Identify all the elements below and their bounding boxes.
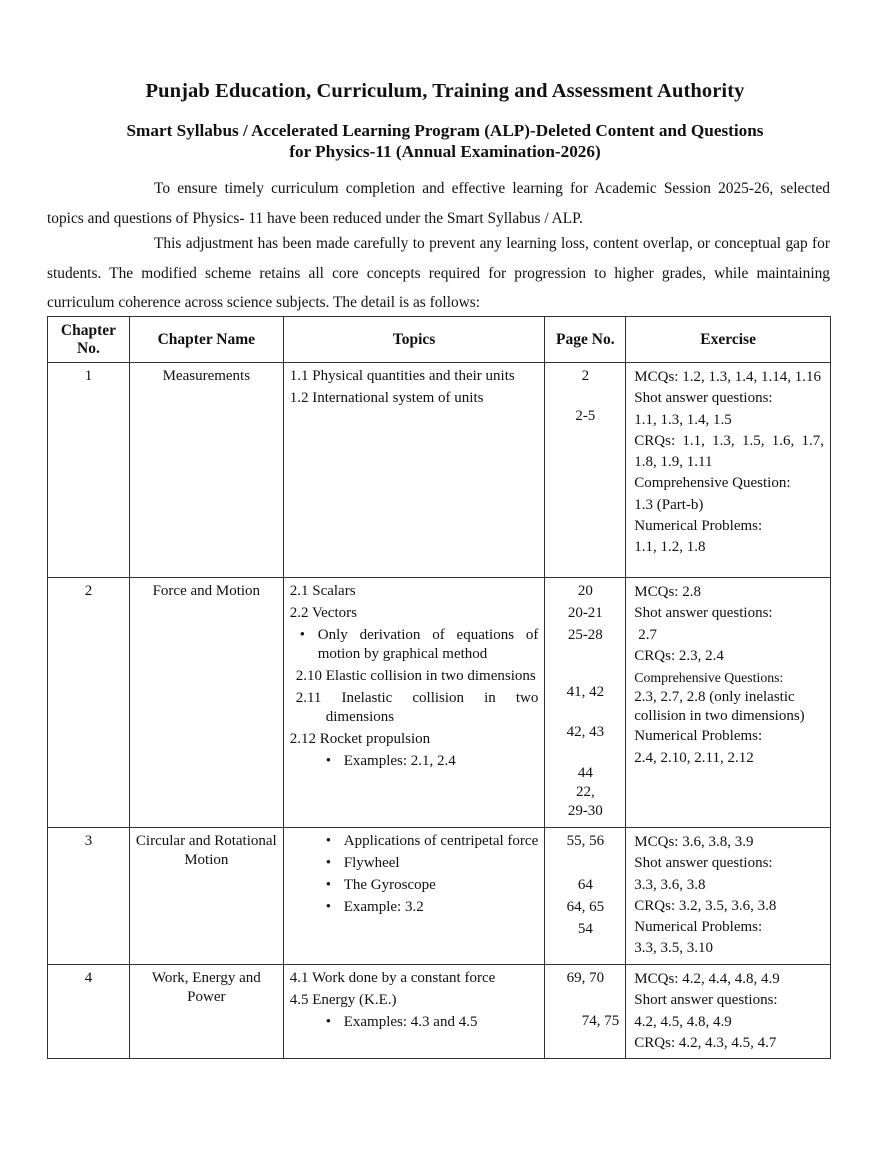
chapter-name-cell [129,363,283,578]
topic-item: 2.11 Inelastic collision in two dimensions [295,690,539,725]
topic-item: 2.10 Elastic collision in two dimensions [295,668,536,684]
exercise-cell [626,828,831,965]
exercise-line: 1.1, 1.2, 1.8 [634,539,706,556]
subtitle-line-2: for Physics-11 (Annual Examination-2026) [289,142,601,161]
intro-paragraph-1-text: To ensure timely curriculum completion and effective learning for Academic Session 2025-26, selected topics and questions of Physics- 11 have been reduced under the Smart Syllabus / ALP. [47,180,830,227]
page-no: 42, 43 [566,724,605,740]
chapter-no-cell: 2 [48,578,130,828]
exercise-line: CRQs: 1.1, 1.3, 1.5, 1.6, 1.7, 1.8, 1.9, 1.11 [634,432,824,471]
chapter-name: Work, Energy and Power [151,970,261,1005]
topic-bullet-item: • Example: 3.2 [290,898,539,917]
chapter-name-cell [129,965,283,1059]
page-no: 20 [577,583,593,599]
page-no-cell [545,828,626,965]
topic-item: 2.12 Rocket propulsion [289,731,431,747]
page-no: 2-5 [575,408,596,424]
page-no: 25-28 [567,627,603,643]
page-no: 74, 75 [581,1013,620,1029]
chapter-name-cell [129,828,283,965]
topic-item: 2.2 Vectors [289,605,357,621]
topics-cell [283,828,545,965]
page-no-spacer [547,386,623,407]
topic-bullet-item: • Only derivation of equations of motion by graphical method [290,626,539,664]
topic-item: 1.2 International system of units [289,390,484,406]
topic-item: 4.1 Work done by a constant force [289,970,496,986]
page-no: 55, 56 [566,833,605,849]
chapter-name: Force and Motion [152,583,261,599]
topic-bullet-item: • Flywheel [290,854,539,873]
intro-paragraph-1 [47,174,830,233]
topic-item: 4.5 Energy (K.E.) [289,992,397,1008]
exercise-cell [626,965,831,1059]
exercise-line: Numerical Problems: [634,919,763,936]
header-exercise: Exercise [626,317,831,363]
page-no-cell [545,965,626,1059]
exercise-line: Short answer questions: [634,992,778,1009]
subtitle-line-1: Smart Syllabus / Accelerated Learning Program (ALP)-Deleted Content and Questions [126,121,764,140]
document-title: Punjab Education, Curriculum, Training and Assessment Authority [145,80,745,102]
table-row [48,828,831,965]
page-no: 69, 70 [566,970,605,986]
exercise-line: CRQs: 3.2, 3.5, 3.6, 3.8 [634,897,777,914]
exercise-line: Comprehensive Questions: [634,670,784,686]
table-row [48,578,831,828]
exercise-line: MCQs: 4.2, 4.4, 4.8, 4.9 [634,971,780,987]
chapter-no-cell: 4 [48,965,130,1059]
table-row [48,965,831,1059]
exercise-line: MCQs: 1.2, 1.3, 1.4, 1.14, 1.16 [634,369,821,385]
chapter-name: Circular and Rotational Motion [135,833,277,868]
exercise-line: 4.2, 4.5, 4.8, 4.9 [634,1013,732,1030]
page-no-cell [545,578,626,828]
exercise-cell [626,363,831,578]
header-topics: Topics [283,317,545,363]
page-no: 41, 42 [566,684,605,700]
topic-bullet-item: • Examples: 4.3 and 4.5 [290,1013,539,1032]
exercise-line: Numerical Problems: [634,728,763,745]
topics-cell [283,363,545,578]
header-page-no: Page No. [545,317,626,363]
exercise-line: 1.3 (Part-b) [634,496,704,513]
exercise-line: MCQs: 2.8 [634,584,701,600]
chapter-no-cell: 1 [48,363,130,578]
exercise-line: 1.1, 1.3, 1.4, 1.5 [634,411,732,428]
topic-item: 1.1 Physical quantities and their units [289,368,515,384]
exercise-line: 2.4, 2.10, 2.11, 2.12 [634,749,754,766]
header-chapter-no: Chapter No. [48,317,130,363]
topic-bullet-item: • Examples: 2.1, 2.4 [290,752,539,771]
topic-item: 2.1 Scalars [289,583,356,599]
exercise-line: Shot answer questions: [634,855,773,872]
exercise-line: CRQs: 4.2, 4.3, 4.5, 4.7 [634,1034,777,1051]
header-chapter-name: Chapter Name [129,317,283,363]
page-no: 64, 65 [566,899,605,915]
exercise-cell [626,578,831,828]
page-no: 64 [577,877,593,893]
syllabus-table [47,316,831,1059]
page-no: 20-21 [567,605,603,621]
page-no: 44 [577,765,593,781]
table-header-row [48,317,831,363]
page-no-cell [545,363,626,578]
document-subtitle [40,120,850,162]
exercise-line: 2.7 [638,626,658,643]
exercise-line: CRQs: 2.3, 2.4 [634,647,724,664]
table-row [48,363,831,578]
topic-bullet-item: • The Gyroscope [290,876,539,895]
exercise-line: Comprehensive Question: [634,475,791,492]
topics-cell [283,965,545,1059]
exercise-line: 3.3, 3.6, 3.8 [634,876,706,893]
exercise-line: 2.3, 2.7, 2.8 (only inelastic collision in two dimensions) [634,689,805,725]
exercise-line: 3.3, 3.5, 3.10 [634,940,714,957]
chapter-no-cell: 3 [48,828,130,965]
page-no: 2 [581,368,590,384]
intro-paragraph-2 [47,229,830,318]
exercise-line: Shot answer questions: [634,605,773,622]
topics-cell [283,578,545,828]
exercise-line: Numerical Problems: [634,518,763,535]
exercise-line: MCQs: 3.6, 3.8, 3.9 [634,834,754,850]
page-no: 22, 29-30 [567,784,603,819]
intro-paragraph-2-text: This adjustment has been made carefully to prevent any learning loss, content overlap, or conceptual gap for students. The modified scheme retains all core concepts required for progression to higher grades, while maintaining curriculum coherence across science subjects. The detail is as follows: [47,235,830,311]
chapter-name-cell [129,578,283,828]
page-no: 54 [577,921,593,937]
exercise-line: Shot answer questions: [634,390,773,407]
topic-bullet-item: • Applications of centripetal force [290,832,539,851]
chapter-name: Measurements [162,368,251,384]
